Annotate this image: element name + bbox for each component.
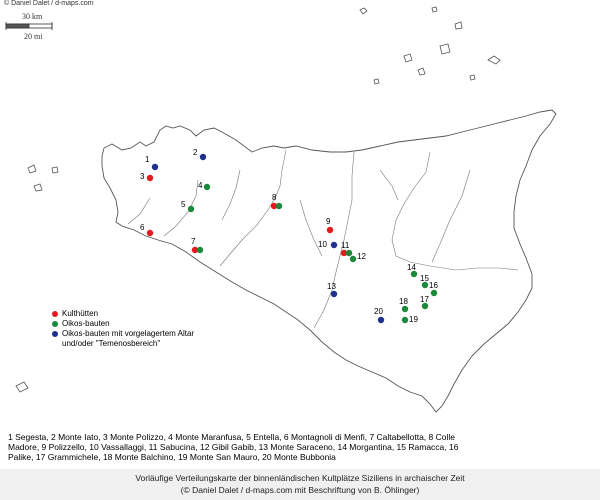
site-label-18: 18 bbox=[399, 297, 408, 306]
site-marker-20[interactable] bbox=[378, 317, 384, 323]
caption-credit: (© Daniel Dalet / d-maps.com mit Beschriftung von B. Öhlinger) bbox=[180, 485, 420, 495]
site-label-4: 4 bbox=[198, 181, 203, 190]
site-marker-18[interactable] bbox=[402, 306, 408, 312]
caption-title: Vorläufige Verteilungskarte der binnenländischen Kultplätze Siziliens in archaischer Zeit bbox=[135, 473, 465, 483]
legend-row-oikos bbox=[52, 319, 194, 329]
site-marker-3[interactable] bbox=[147, 175, 153, 181]
site-label-5: 5 bbox=[181, 200, 186, 209]
site-label-11: 11 bbox=[341, 241, 350, 250]
site-marker-13[interactable] bbox=[331, 291, 337, 297]
site-label-15: 15 bbox=[420, 274, 429, 283]
site-marker-19[interactable] bbox=[402, 317, 408, 323]
site-marker-12[interactable] bbox=[350, 256, 356, 262]
site-label-13: 13 bbox=[327, 282, 336, 291]
site-marker-4[interactable] bbox=[204, 184, 210, 190]
legend-label-kulthuetten: Kulthütten bbox=[62, 309, 99, 318]
site-label-14: 14 bbox=[407, 263, 416, 272]
legend-label-oikos: Oikos-bauten bbox=[62, 319, 110, 328]
site-label-17: 17 bbox=[420, 295, 429, 304]
site-marker-10[interactable] bbox=[331, 242, 337, 248]
site-label-19: 19 bbox=[409, 315, 418, 324]
map-caption bbox=[0, 469, 600, 500]
site-marker-7b[interactable] bbox=[197, 247, 203, 253]
site-marker-6[interactable] bbox=[147, 230, 153, 236]
site-list: 1 Segesta, 2 Monte Iato, 3 Monte Polizzo, 4 Monte Maranfusa, 5 Entella, 6 Montagnoli di Menfi, 7 Caltabellotta, 8 Colle Madore, 9 Polizzello, 10 Vassallaggi, 11 Sabucina, 12 Gibil Gabib, 13 Monte Saraceno, 14 Morgantina, 15 Ramacca, 16 Palike, 17 Grammichele, 18 Monte Balchino, 19 Monte San Mauro, 20 Monte Bubbonia bbox=[8, 432, 459, 462]
site-marker-5[interactable] bbox=[188, 206, 194, 212]
site-label-7: 7 bbox=[191, 237, 196, 246]
red-dot-icon bbox=[52, 311, 58, 317]
legend-label-oikos-altar: Oikos-bauten mit vorgelagertem Altar und/oder "Temenosbereich" bbox=[62, 329, 195, 348]
legend-row-kulthuetten bbox=[52, 309, 194, 319]
site-label-6: 6 bbox=[140, 223, 145, 232]
green-dot-icon bbox=[52, 321, 58, 327]
site-marker-8b[interactable] bbox=[276, 203, 282, 209]
site-marker-2[interactable] bbox=[200, 154, 206, 160]
scale-mi-label: 20 mi bbox=[24, 32, 43, 41]
site-label-10: 10 bbox=[318, 240, 327, 249]
site-marker-1[interactable] bbox=[152, 164, 158, 170]
site-marker-16[interactable] bbox=[431, 290, 437, 296]
site-label-8: 8 bbox=[272, 193, 277, 202]
site-label-20: 20 bbox=[374, 307, 383, 316]
scale-bar bbox=[6, 22, 52, 30]
site-label-9: 9 bbox=[326, 217, 331, 226]
map-credit: © Daniel Dalet / d-maps.com bbox=[4, 0, 94, 7]
blue-dot-icon bbox=[52, 331, 58, 337]
legend-row-oikos-altar bbox=[52, 329, 194, 349]
site-marker-9[interactable] bbox=[327, 227, 333, 233]
site-label-16: 16 bbox=[429, 281, 438, 290]
site-label-1: 1 bbox=[145, 155, 150, 164]
site-label-2: 2 bbox=[193, 148, 198, 157]
site-label-12: 12 bbox=[357, 252, 366, 261]
sicily-coastline bbox=[102, 110, 556, 412]
map-legend bbox=[52, 309, 194, 349]
scale-km-label: 30 km bbox=[22, 12, 43, 21]
site-marker-11b[interactable] bbox=[346, 250, 352, 256]
site-label-3: 3 bbox=[140, 172, 145, 181]
